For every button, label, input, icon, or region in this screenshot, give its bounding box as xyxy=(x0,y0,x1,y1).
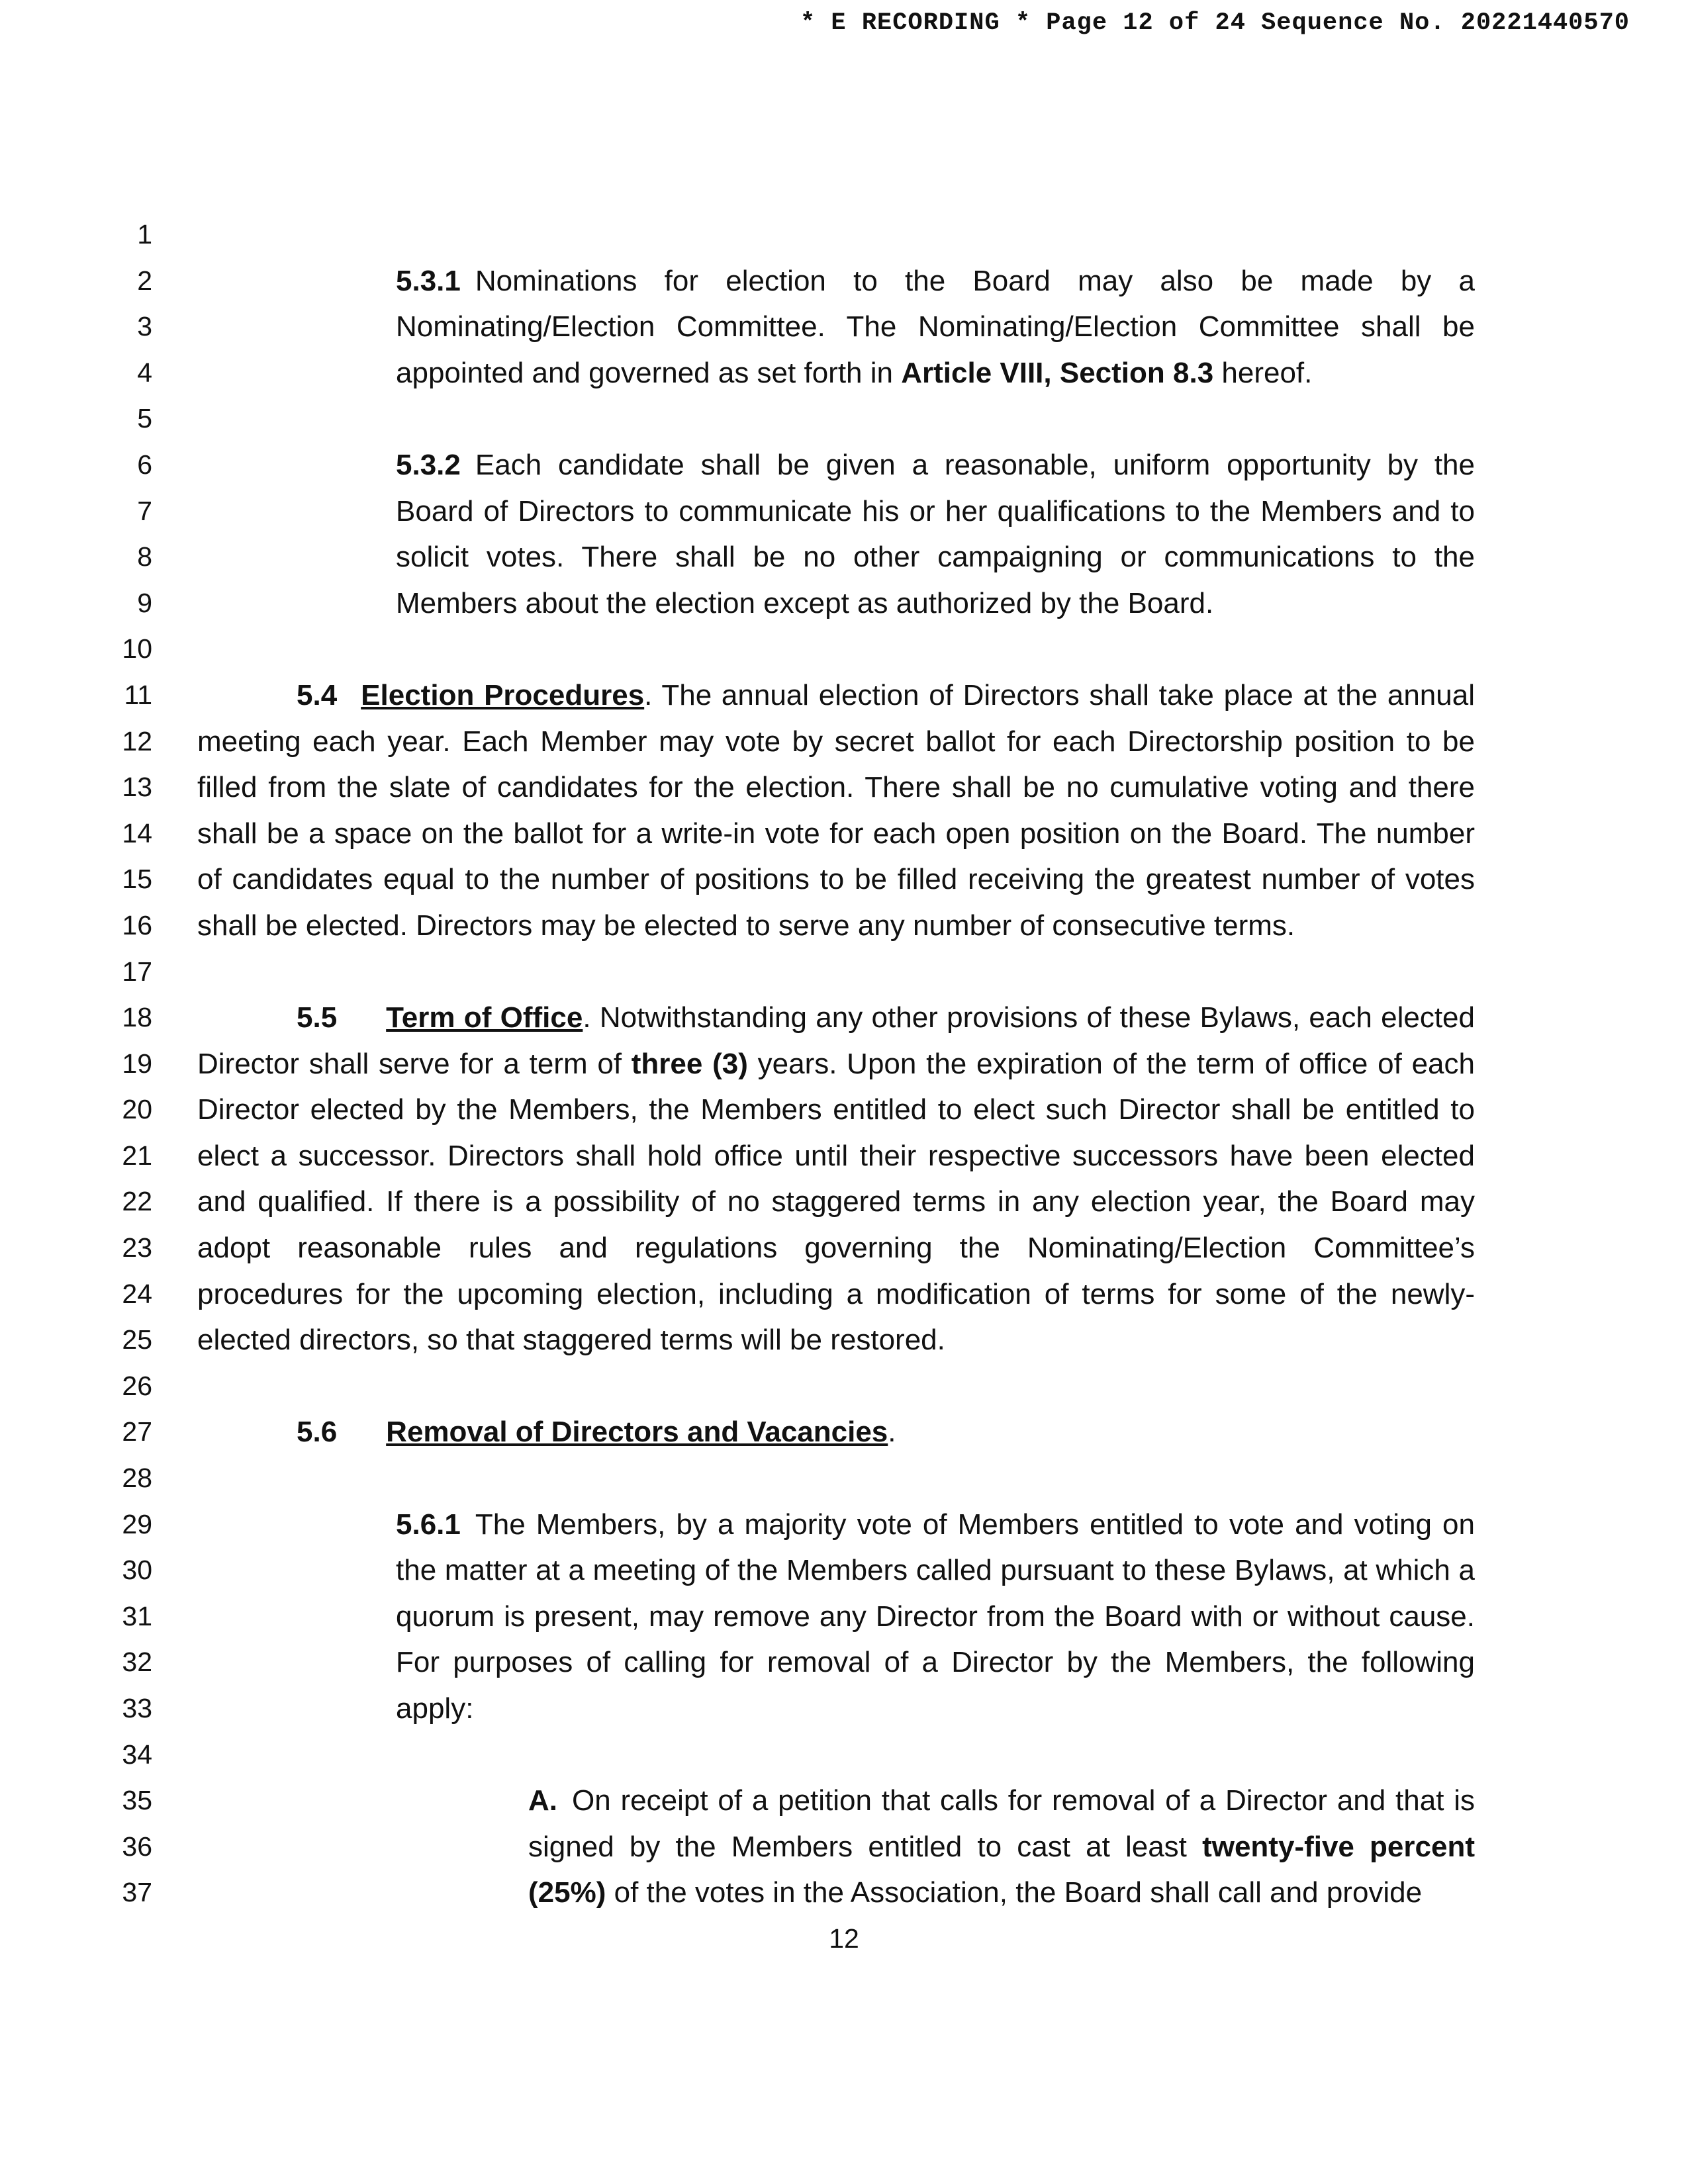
section-text: years. Upon the expiration of the term of office of each Director elected by the Members, the Members entitled to elect such Director shall be entitled to elect a successor. Directors shall hold office until their respective successors have been elected and qualified. If there is a possibility of no staggered terms in any election year, the Board may adopt reasonable rules and regulations governing the Nominating/Election Committee’s procedures for the upcoming election, including a modification of terms for some of the newly-elected directors, so that staggered terms will be restored. xyxy=(197,1047,1475,1357)
line-number: 21 xyxy=(122,1140,152,1171)
article-reference: Article VIII, Section 8.3 xyxy=(901,356,1214,389)
line-number: 3 xyxy=(137,311,152,342)
document-body xyxy=(197,212,1475,1916)
section-5-3-1 xyxy=(396,258,1475,396)
section-number: 5.3.2 xyxy=(396,448,461,481)
section-text: . xyxy=(888,1416,896,1449)
recording-header: * E RECORDING * Page 12 of 24 Sequence No. 20221440570 xyxy=(800,9,1630,37)
section-5-3-2 xyxy=(396,442,1475,626)
section-text: . Notwithstanding any other provisions of these Bylaws, each elected Director shall serve for a term of xyxy=(197,1001,1475,1080)
line-number: 10 xyxy=(122,633,152,664)
line-number: 24 xyxy=(122,1278,152,1309)
blank-line xyxy=(197,626,1475,672)
petition-threshold: twenty-five percent (25%) xyxy=(528,1830,1475,1909)
line-number: 17 xyxy=(122,956,152,987)
line-number: 34 xyxy=(122,1739,152,1770)
section-text: Each candidate shall be given a reasonable, uniform opportunity by the Board of Directors to communicate his or her qualifications to the Members and to solicit votes. There shall be no other campaigning or communications to the Members about the election except as authorized by the Board. xyxy=(396,448,1475,619)
blank-line xyxy=(197,212,1475,258)
section-heading: Removal of Directors and Vacancies xyxy=(386,1416,888,1449)
line-number: 7 xyxy=(137,495,152,526)
blank-line xyxy=(197,1363,1475,1410)
line-number: 14 xyxy=(122,817,152,848)
line-number: 26 xyxy=(122,1370,152,1401)
section-5-6 xyxy=(197,1409,1475,1455)
line-number: 25 xyxy=(122,1324,152,1355)
section-heading: Term of Office xyxy=(386,1001,583,1034)
section-5-4 xyxy=(197,672,1475,949)
line-number: 22 xyxy=(122,1186,152,1217)
section-number: 5.6 xyxy=(297,1416,338,1449)
line-number: 5 xyxy=(137,403,152,434)
line-number: 19 xyxy=(122,1048,152,1079)
line-number: 30 xyxy=(122,1555,152,1586)
line-number: 37 xyxy=(122,1877,152,1908)
blank-line xyxy=(197,1732,1475,1778)
line-number: 29 xyxy=(122,1508,152,1539)
subsection-label: A. xyxy=(528,1784,557,1817)
section-heading: Election Procedures xyxy=(361,678,645,711)
line-number: 8 xyxy=(137,541,152,572)
line-number: 16 xyxy=(122,909,152,940)
line-number: 32 xyxy=(122,1647,152,1678)
blank-line xyxy=(197,949,1475,995)
section-number: 5.3.1 xyxy=(396,264,461,297)
section-number: 5.5 xyxy=(297,1001,338,1034)
subsection-a xyxy=(528,1778,1475,1916)
line-number: 12 xyxy=(122,725,152,756)
line-number: 35 xyxy=(122,1785,152,1816)
line-number: 23 xyxy=(122,1232,152,1263)
line-number: 27 xyxy=(122,1416,152,1447)
page-number: 12 xyxy=(829,1923,859,1954)
section-text: Nominations for election to the Board may also be made by a Nominating/Election Committee. The Nominating/Election Committee shall be appointed and governed as set forth in xyxy=(396,264,1475,389)
line-number: 31 xyxy=(122,1600,152,1631)
line-number: 33 xyxy=(122,1693,152,1723)
section-5-5 xyxy=(197,995,1475,1363)
section-number: 5.4 xyxy=(297,678,338,711)
term-length: three (3) xyxy=(631,1047,748,1080)
line-number: 18 xyxy=(122,1002,152,1033)
line-number: 28 xyxy=(122,1463,152,1494)
line-number: 36 xyxy=(122,1831,152,1862)
line-number: 9 xyxy=(137,587,152,618)
line-number: 13 xyxy=(122,772,152,803)
line-number: 2 xyxy=(137,265,152,296)
line-number: 15 xyxy=(122,864,152,895)
section-text: . The annual election of Directors shall take place at the annual meeting each year. Each Member may vote by secret ballot for each Directorship position to be filled from the slate of candidates for the election. There shall be no cumulative voting and there shall be a space on the ballot for a write-in vote for each open position on the Board. The number of candidates equal to the number of positions to be filled receiving the greatest number of votes shall be elected. Directors may be elected to serve any number of consecutive terms. xyxy=(197,678,1475,942)
line-number: 11 xyxy=(124,679,152,710)
section-5-6-1 xyxy=(396,1502,1475,1732)
section-text: On receipt of a petition that calls for removal of a Director and that is signed by the Members entitled to cast at least xyxy=(528,1784,1475,1863)
section-text: hereof. xyxy=(1213,356,1313,389)
section-number: 5.6.1 xyxy=(396,1508,461,1541)
section-text: The Members, by a majority vote of Members entitled to vote and voting on the matter at a meeting of the Members called pursuant to these Bylaws, at which a quorum is present, may remove any Director from the Board with or without cause. For purposes of calling for removal of a Director by the Members, the following apply: xyxy=(396,1508,1475,1725)
blank-line xyxy=(197,1455,1475,1502)
line-number: 1 xyxy=(137,219,152,250)
line-number-column xyxy=(113,212,152,1916)
section-text: of the votes in the Association, the Board shall call and provide xyxy=(606,1876,1423,1909)
line-number: 4 xyxy=(137,357,152,388)
line-number: 6 xyxy=(137,449,152,480)
blank-line xyxy=(197,396,1475,442)
line-number: 20 xyxy=(122,1094,152,1125)
